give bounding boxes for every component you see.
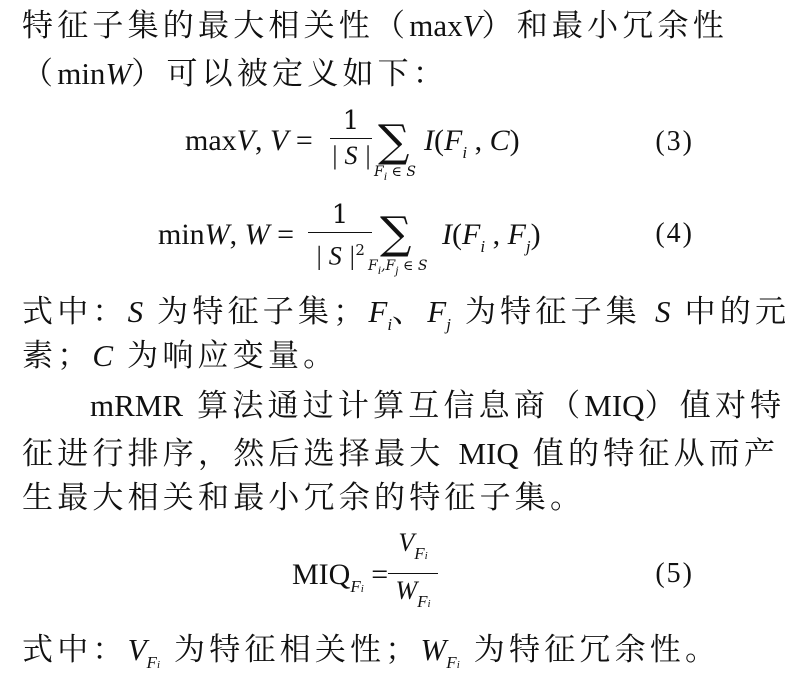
math-var: S xyxy=(127,294,144,329)
text-run: 式中： xyxy=(22,294,128,330)
text-run: MIQ xyxy=(458,436,519,471)
math-var: V xyxy=(269,124,289,157)
paragraph-1-line-1 xyxy=(22,6,728,46)
eq3-fraction xyxy=(330,106,372,171)
subscript: j xyxy=(446,315,451,334)
math-var: F xyxy=(507,218,526,251)
math-var: F xyxy=(444,124,463,157)
math-var: V xyxy=(462,8,482,43)
math-var: S xyxy=(655,294,671,329)
eq3-body xyxy=(424,124,520,163)
text-run: F xyxy=(350,577,361,596)
text-run: F xyxy=(446,653,457,672)
equation-number-3: (3) xyxy=(655,126,694,157)
text-run: 为特征子集 xyxy=(450,294,656,330)
subscript: i xyxy=(387,315,393,334)
math-var: I xyxy=(442,218,452,251)
subscript: i xyxy=(383,169,388,183)
text-run: mRMR xyxy=(90,388,184,423)
text-run: 中的元 xyxy=(670,294,790,330)
text-run: 式中： xyxy=(22,632,128,668)
math-var: F xyxy=(427,294,447,329)
eq5-lhs xyxy=(292,558,388,597)
paragraph-1-line-2 xyxy=(22,54,448,94)
subscript: j xyxy=(525,237,531,256)
text-run: MIQ xyxy=(292,558,351,591)
fraction-denominator xyxy=(388,576,438,619)
text-run: 征进行排序，然后选择最大 xyxy=(22,436,459,472)
text-run: 为特征相关性； xyxy=(160,632,421,668)
math-var: C xyxy=(92,338,114,373)
text-run: ( xyxy=(434,124,444,157)
subscript: i xyxy=(156,659,160,671)
math-var: I xyxy=(424,124,434,157)
text-run: MIQ xyxy=(584,388,645,423)
text-run: , xyxy=(254,124,270,157)
fraction-bar xyxy=(308,232,372,233)
math-var: W xyxy=(105,56,132,91)
text-run: F xyxy=(374,164,384,180)
eq4-sum-limit xyxy=(368,258,427,278)
text-run: ( xyxy=(452,218,462,251)
fraction-numerator: 1 xyxy=(331,200,349,230)
text-run: （ xyxy=(22,56,58,92)
text-run: ) xyxy=(509,124,520,157)
fraction-denominator xyxy=(308,235,372,272)
math-var: | S | xyxy=(315,241,356,271)
paragraph-2-line-2 xyxy=(22,336,338,376)
text-run: = xyxy=(288,124,313,157)
text-run: max xyxy=(185,124,237,157)
eq3-lhs xyxy=(185,124,313,158)
text-run: min xyxy=(57,56,106,91)
eq4-lhs xyxy=(158,218,294,252)
math-var: W xyxy=(395,576,418,605)
text-run: ∈ S xyxy=(387,164,416,180)
math-var: F xyxy=(462,218,481,251)
subscript xyxy=(147,653,160,672)
paragraph-3-line-3: 生最大相关和最小冗余的特征子集。 xyxy=(22,480,586,516)
text-run: F xyxy=(146,653,157,672)
subscript: i xyxy=(480,237,486,256)
math-var: | S | xyxy=(330,141,372,170)
math-var: C xyxy=(489,124,510,157)
text-run: ) xyxy=(530,218,541,251)
text-run: ∈ S xyxy=(398,258,428,274)
subscript: i xyxy=(462,143,468,162)
subscript: i xyxy=(424,550,428,562)
eq5-fraction xyxy=(388,528,438,619)
text-run: 素； xyxy=(22,338,93,374)
text-run: = xyxy=(269,218,295,251)
fraction-numerator: 1 xyxy=(342,106,360,136)
subscript xyxy=(350,577,363,596)
math-var: W xyxy=(420,632,447,667)
text-run: F xyxy=(368,258,378,274)
text-run: ）可以被定义如下： xyxy=(131,56,449,92)
eq4-body xyxy=(442,218,541,257)
subscript: i xyxy=(360,583,364,595)
text-run: , xyxy=(229,218,245,251)
math-var: V xyxy=(236,124,255,157)
fraction-bar xyxy=(330,138,372,139)
subscript xyxy=(417,592,430,611)
text-run: , xyxy=(467,124,490,157)
text-run: max xyxy=(409,8,463,43)
text-run: 为响应变量。 xyxy=(113,338,339,374)
subscript: i xyxy=(427,598,431,610)
subscript: i xyxy=(456,659,460,671)
subscript xyxy=(414,544,427,563)
text-run: , xyxy=(485,218,508,251)
text-run: F xyxy=(417,592,428,611)
subscript: j xyxy=(395,263,399,277)
math-var: F xyxy=(368,294,388,329)
text-run: ）和最小冗余性 xyxy=(481,8,728,44)
text-run: 值的特征从而产 xyxy=(518,436,780,472)
fraction-bar xyxy=(388,573,438,574)
text-run: F xyxy=(414,544,425,563)
text-run: 为特征冗余性。 xyxy=(459,632,721,668)
summation-sign: ∑ xyxy=(378,116,410,167)
math-var: W xyxy=(204,218,230,251)
text-run: min xyxy=(158,218,205,251)
text-run: ）值对特 xyxy=(644,388,786,424)
subscript: i xyxy=(377,263,382,277)
text-run: 、 xyxy=(392,294,428,330)
text-run: = xyxy=(363,558,389,591)
fraction-numerator xyxy=(388,528,438,571)
paragraph-3-line-1 xyxy=(90,386,785,426)
paragraph-4-line-1 xyxy=(22,630,720,685)
equation-number-4: (4) xyxy=(655,218,694,249)
eq4-fraction xyxy=(308,200,372,272)
math-var: V xyxy=(127,632,147,667)
fraction-denominator xyxy=(330,141,372,171)
text-run: 为特征子集； xyxy=(143,294,369,330)
paragraph-3-line-2 xyxy=(22,434,779,474)
math-var: V xyxy=(398,528,415,557)
math-var: W xyxy=(244,218,270,251)
text-run: 特征子集的最大相关性（ xyxy=(22,8,410,44)
text-run: , xyxy=(381,258,386,274)
summation-sign: ∑ xyxy=(380,208,412,259)
subscript xyxy=(446,653,459,672)
eq3-sum-limit xyxy=(374,164,416,184)
equation-number-5: (5) xyxy=(655,558,694,589)
text-run: 算法通过计算互信息商（ xyxy=(183,388,585,424)
superscript: 2 xyxy=(355,241,365,259)
text-run: F xyxy=(385,258,396,274)
